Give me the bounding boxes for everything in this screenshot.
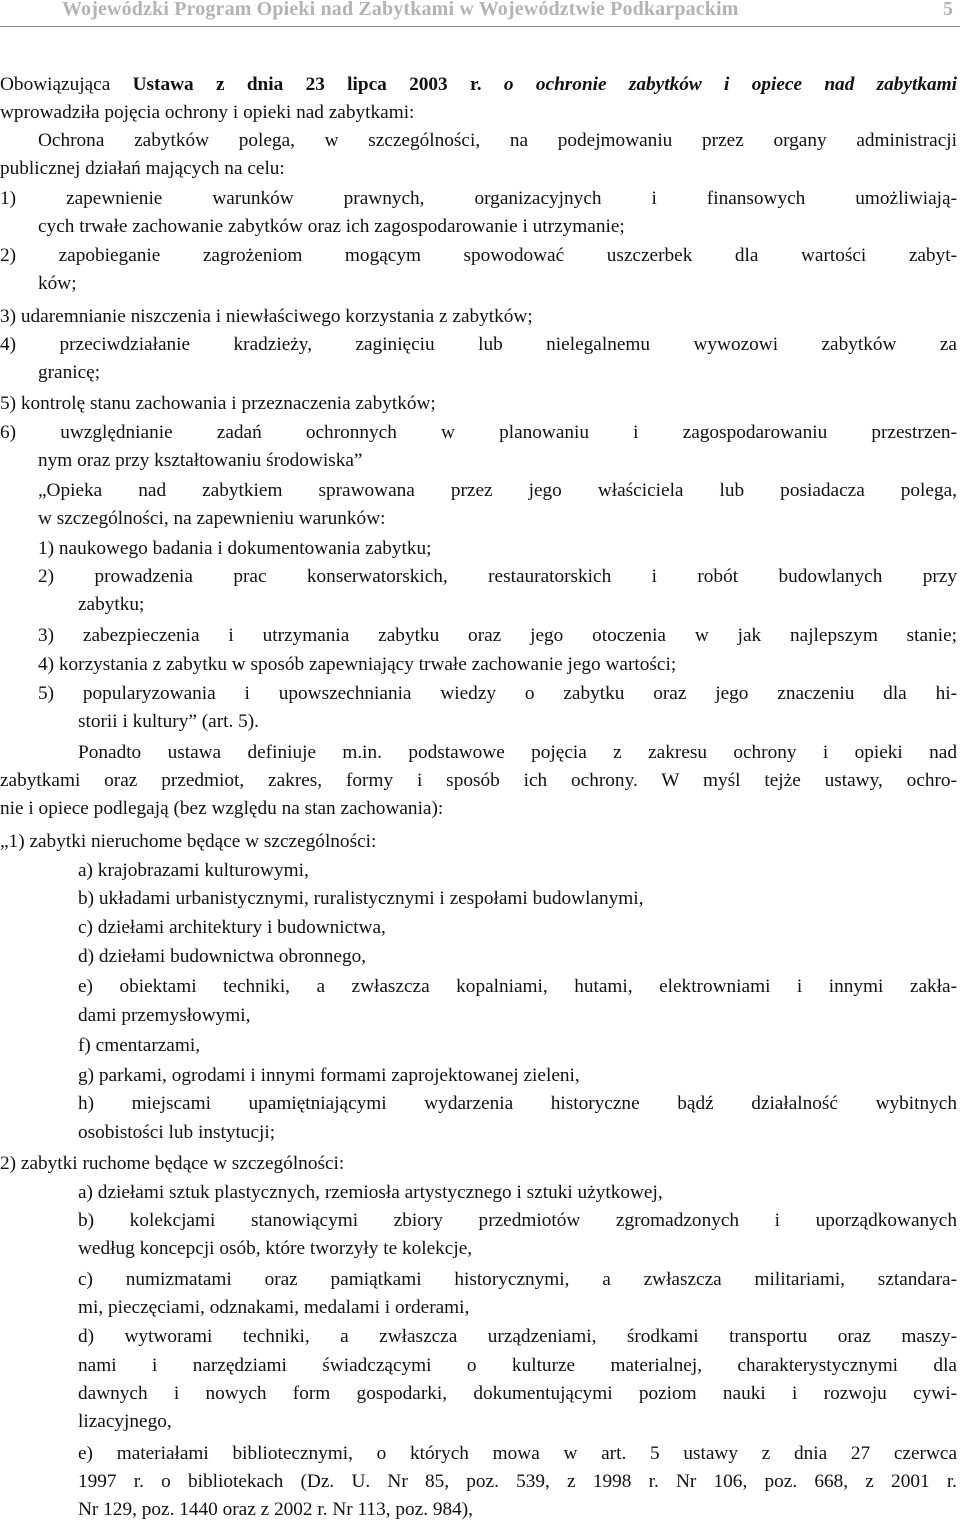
opieka-item-5-cont: storii i kultury” (art. 5).: [78, 711, 259, 732]
ruchome-item-b: b) kolekcjami stanowiącymi zbiory przedmiotów zgromadzonych i uporządkowanych: [78, 1210, 957, 1231]
ochrona-item-4-cont: granicę;: [38, 362, 101, 383]
opieka-item-2: 2) prowadzenia prac konserwatorskich, restauratorskich i robót budowlanych przy: [38, 566, 957, 587]
nieruchome-item-g: g) parkami, ogrodami i innymi formami zaprojektowanej zieleni,: [78, 1065, 580, 1086]
nieruchome-item-b: b) układami urbanistycznymi, ruralistycznymi i zespołami budowlanymi,: [78, 888, 644, 909]
ruchome-item-d: d) wytworami techniki, a zwłaszcza urządzeniami, środkami transportu oraz maszy-: [78, 1326, 957, 1347]
ochrona-definition-line-1: Ochrona zabytków polega, w szczególności, na podejmowaniu przez organy administracji: [38, 130, 957, 151]
ruchome-item-d-cont-2: dawnych i nowych form gospodarki, dokumentującymi poziom nauki i rozwoju cywi-: [78, 1383, 957, 1404]
nieruchome-item-d: d) dziełami budownictwa obronnego,: [78, 946, 367, 967]
header-title: Wojewódzki Program Opieki nad Zabytkami w Województwie Podkarpackim: [62, 0, 739, 20]
nieruchome-item-h: h) miejscami upamiętniającymi wydarzenia historyczne bądź działalność wybitnych: [78, 1093, 957, 1114]
ochrona-item-2-cont: ków;: [38, 273, 77, 294]
running-header: [0, 0, 960, 27]
ruchome-item-c: c) numizmatami oraz pamiątkami historycznymi, a zwłaszcza militariami, sztandara-: [78, 1269, 957, 1290]
intro-line-1: Obowiązująca Ustawa z dnia 23 lipca 2003 r. o ochronie zabytków i opiece nad zabytkami: [0, 74, 957, 95]
ochrona-item-5: 5) kontrolę stanu zachowania i przeznaczenia zabytków;: [0, 393, 436, 414]
nieruchome-item-a: a) krajobrazami kulturowymi,: [78, 860, 309, 881]
ochrona-item-4: 4) przeciwdziałanie kradzieży, zaginięciu lub nielegalnemu wywozowi zabytków za: [0, 334, 957, 355]
ruchome-item-b-cont: według koncepcji osób, które tworzyły te kolekcje,: [78, 1238, 473, 1259]
ruchome-heading: 2) zabytki ruchome będące w szczególności:: [0, 1153, 345, 1174]
opieka-item-5: 5) popularyzowania i upowszechniania wiedzy o zabytku oraz jego znaczeniu dla hi-: [38, 683, 957, 704]
ruchome-item-d-cont-3: lizacyjnego,: [78, 1411, 172, 1432]
ruchome-item-e: e) materiałami bibliotecznymi, o których mowa w art. 5 ustawy z dnia 27 czerwca: [78, 1443, 957, 1464]
ruchome-item-c-cont: mi, pieczęciami, odznakami, medalami i orderami,: [78, 1297, 470, 1318]
nieruchome-item-e-cont: dami przemysłowymi,: [78, 1005, 251, 1026]
ruchome-item-a: a) dziełami sztuk plastycznych, rzemiosła artystycznego i sztuki użytkowej,: [78, 1182, 663, 1203]
ruchome-item-e-cont-1: 1997 r. o bibliotekach (Dz. U. Nr 85, poz. 539, z 1998 r. Nr 106, poz. 668, z 2001 r.: [78, 1471, 957, 1492]
intro-line-2: wprowadziła pojęcia ochrony i opieki nad zabytkami:: [0, 102, 415, 123]
nieruchome-heading: „1) zabytki nieruchome będące w szczególności:: [0, 831, 377, 852]
ponadto-line-1: Ponadto ustawa definiuje m.in. podstawowe pojęcia z zakresu ochrony i opieki nad: [78, 742, 957, 763]
ochrona-definition-line-2: publicznej działań mających na celu:: [0, 158, 285, 179]
opieka-definition-line-1: „Opieka nad zabytkiem sprawowana przez jego właściciela lub posiadacza polega,: [38, 480, 957, 501]
ochrona-item-2: 2) zapobieganie zagrożeniom mogącym spowodować uszczerbek dla wartości zabyt-: [0, 245, 957, 266]
nieruchome-item-f: f) cmentarzami,: [78, 1035, 201, 1056]
opieka-item-1: 1) naukowego badania i dokumentowania zabytku;: [38, 538, 432, 559]
ponadto-line-3: nie i opiece podlegają (bez względu na stan zachowania):: [0, 798, 444, 819]
opieka-definition-line-2: w szczególności, na zapewnieniu warunków:: [38, 508, 386, 529]
ponadto-line-2: zabytkami oraz przedmiot, zakres, formy i sposób ich ochrony. W myśl tejże ustawy, ochro-: [0, 770, 957, 791]
page-number: 5: [943, 0, 954, 20]
nieruchome-item-e: e) obiektami techniki, a zwłaszcza kopalniami, hutami, elektrowniami i innymi zakła-: [78, 976, 957, 997]
ochrona-item-1: 1) zapewnienie warunków prawnych, organizacyjnych i finansowych umożliwiają-: [0, 188, 957, 209]
opieka-item-4: 4) korzystania z zabytku w sposób zapewniający trwałe zachowanie jego wartości;: [38, 654, 677, 675]
nieruchome-item-c: c) dziełami architektury i budownictwa,: [78, 917, 386, 938]
ochrona-item-6-cont: nym oraz przy kształtowaniu środowiska”: [38, 450, 363, 471]
opieka-item-2-cont: zabytku;: [78, 594, 145, 615]
ochrona-item-6: 6) uwzględnianie zadań ochronnych w planowaniu i zagospodarowaniu przestrzen-: [0, 422, 957, 443]
act-title: o ochronie zabytków i opiece nad zabytkami: [503, 74, 957, 95]
ruchome-item-e-cont-2: Nr 129, poz. 1440 oraz z 2002 r. Nr 113, poz. 984),: [78, 1499, 474, 1520]
ochrona-item-3: 3) udaremnianie niszczenia i niewłaściwego korzystania z zabytków;: [0, 306, 533, 327]
nieruchome-item-h-cont: osobistości lub instytucji;: [78, 1122, 276, 1143]
opieka-item-3: 3) zabezpieczenia i utrzymania zabytku oraz jego otoczenia w jak najlepszym stanie;: [38, 625, 957, 646]
ruchome-item-d-cont-1: nami i narzędziami świadczącymi o kulturze materialnej, charakterystycznymi dla: [78, 1355, 957, 1376]
ochrona-item-1-cont: cych trwałe zachowanie zabytków oraz ich zagospodarowanie i utrzymanie;: [38, 216, 625, 237]
